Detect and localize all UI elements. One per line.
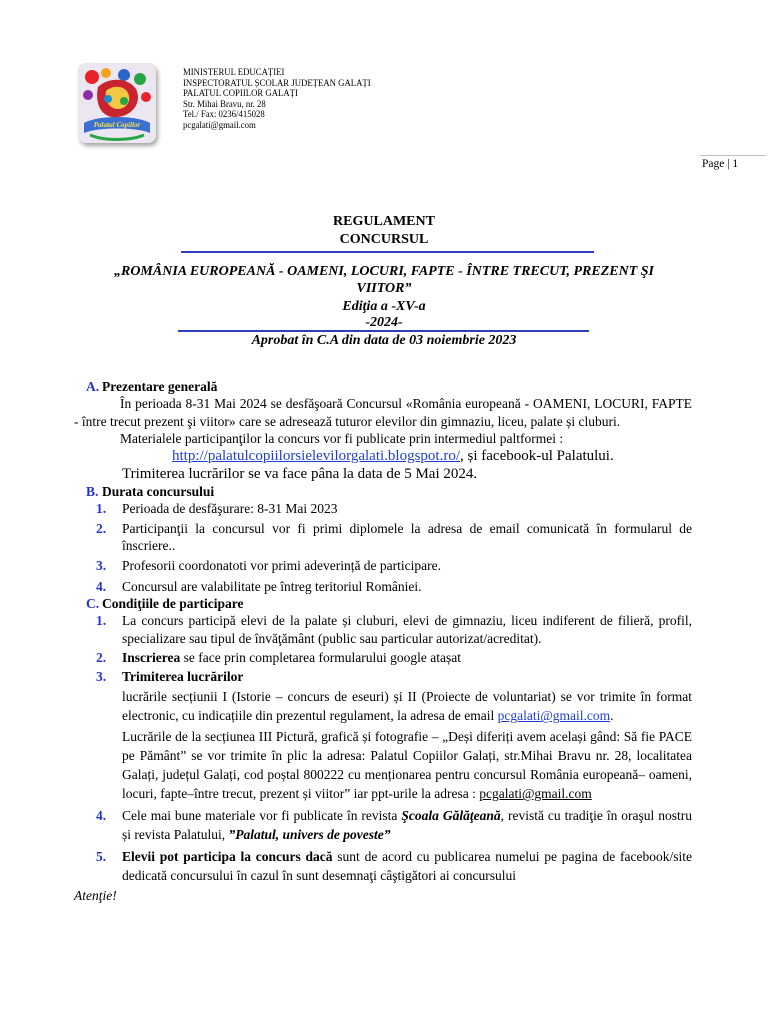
logo-graphic-icon [78, 63, 156, 143]
palatul-copiilor-logo [78, 63, 156, 143]
section-a-paragraph-2: Materialele participanţilor la concurs vor fi publicate prin intermediul paltformei : [120, 430, 564, 446]
edition: Ediţia a -XV-a [342, 299, 426, 314]
list-item [74, 578, 692, 595]
list-text: Perioada de desfăşurare: 8-31 Mai 2023 [122, 501, 338, 517]
list-item [74, 649, 692, 666]
list-item [74, 612, 692, 647]
document-body [74, 378, 692, 905]
magazine-name-2: ”Palatul, univers de poveste” [228, 827, 391, 843]
page-number: Page | 1 [702, 158, 739, 170]
list-text: Participanţii la concursul vor fi primi diplomele la adresa de email comunicată în formularul de înscriere.. [122, 520, 692, 554]
attention-note: Atenţie! [74, 888, 117, 904]
institution-header [183, 68, 371, 132]
section-a-heading [74, 378, 692, 395]
contest-name-line2: VIITOR” [356, 281, 412, 296]
contest-name-line1: „ROMÂNIA EUROPEANĂ - OAMENI, LOCURI, FAPTE - ÎNTRE TRECUT, PREZENT ŞI [113, 264, 655, 279]
section-a-title: Prezentare generală [102, 379, 218, 394]
section-b-heading [74, 483, 692, 500]
submission-postal [74, 727, 692, 803]
list-number: 3. [96, 669, 107, 685]
header-line-address: Str. Mihai Bravu, nr. 28 [183, 99, 266, 110]
list-number: 5. [96, 849, 107, 865]
header-line-email: pcgalati@gmail.com [183, 120, 256, 131]
blog-link[interactable]: http://palatulcopiilorsielevilorgalati.blogspot.ro/ [172, 448, 461, 465]
list-text: Profesorii coordonatoti vor primi adeverință de participare. [122, 558, 442, 574]
list-number: 1. [96, 613, 107, 629]
email-link[interactable]: pcgalati@gmail.com [497, 708, 611, 724]
list-number: 4. [96, 808, 107, 824]
submission-text: lucrările secțiunii I (Istorie – concurs de eseuri) și II (Proiecte de voluntariat) se vor trimite în format electronic, cu indicațiile din prezentul regulament, la adresa de email [122, 689, 692, 724]
list-number: 1. [96, 501, 107, 517]
section-b-title: Durata concursului [102, 484, 215, 500]
email-text-underlined[interactable]: pcgalati@gmail.com [479, 786, 592, 802]
section-a-paragraph-1: În perioada 8-31 Mai 2024 se desfăşoară Concursul «România europeană - OAMENI, LOCURI, FAPTE - între trecut prezent şi viitor» care se adresează tuturor elevilor din gimnaziu, liceu, palate și cluburi. [74, 396, 692, 429]
list-text: , revistă cu tradiţie în oraşul nostru și revista Palatului, [122, 808, 692, 843]
list-text: se face prin completarea formularului google atașat [180, 649, 461, 665]
section-b-list [74, 500, 692, 594]
title-underline [181, 251, 594, 253]
list-bold-text: Inscrierea [122, 649, 181, 665]
header-line-palace: PALATUL COPIILOR GALAȚI [183, 89, 298, 100]
section-c-title: Condiţiile de participare [102, 595, 244, 611]
list-item [74, 847, 692, 885]
list-item [74, 806, 692, 844]
section-a-link-line [74, 447, 692, 465]
magazine-name: Şcoala Gălăţeană [401, 808, 501, 824]
list-number: 3. [96, 558, 107, 574]
section-c-list [74, 612, 692, 885]
list-item [74, 668, 692, 685]
submission-electronic [74, 687, 692, 725]
doc-subtitle: CONCURSUL [339, 232, 429, 247]
list-number: 2. [96, 649, 107, 665]
list-bold-text: Trimiterea lucrărilor [122, 669, 244, 685]
list-text: La concurs participă elevi de la palate și cluburi, elevi de gimnaziu, liceu indiferent de filieră, profil, specializare sau tipul de învăţământ (public sau particular autorizat/acreditat). [122, 613, 692, 646]
list-text: Concursul are valabilitate pe întreg teritoriul României. [122, 578, 422, 594]
doc-title: REGULAMENT [333, 214, 435, 229]
svg-text:Palatul Copiilor: Palatul Copiilor [93, 121, 141, 129]
year-underline [178, 330, 589, 332]
list-text: Cele mai bune materiale vor fi publicate în revista [122, 808, 402, 824]
submission-text: Lucrările de la secțiunea III Pictură, grafică și fotografie – „Deși diferiți avem același gând: Să fie PACE pe Pământ” se vor trimite în plic la adresa: Palatul Copiilor Galați, str.Mihai Bravu nr. 28, localitatea Galați, județul Galați, cod poștal 800222 cu menționarea pentru concursul România europeană– oameni, locuri, fapte–între trecut, prezent și viitor” iar ppt-urile la adresa : [122, 729, 692, 802]
section-a-paragraph-3: Trimiterea lucrărilor se va face pâna la data de 5 Mai 2024. [122, 466, 478, 483]
section-c-letter: C. [86, 595, 100, 611]
section-b-letter: B. [86, 484, 99, 500]
submission-text-end: . [610, 708, 614, 724]
approval-note: Aprobat în C.A din data de 03 noiembrie 2023 [251, 333, 517, 348]
list-bold-text: Elevii pot participa la concurs dacă [122, 849, 333, 865]
section-c-heading [74, 595, 692, 612]
header-line-inspectorate: INSPECTORATUL ȘCOLAR JUDEȚEAN GALAȚI [183, 78, 371, 89]
page-number-rule [700, 155, 766, 156]
list-text: sunt de acord cu publicarea numelui pe pagina de facebook/site dedicată concursului în cazul în sunt desemnaţi câştigători ai concursului [122, 849, 692, 884]
header-line-phone: Tel./ Fax: 0236/415028 [183, 110, 265, 121]
list-item [74, 557, 692, 574]
header-line-ministry: MINISTERUL EDUCAȚIEI [183, 68, 285, 78]
list-item [74, 500, 692, 517]
year: -2024- [365, 315, 403, 330]
list-number: 2. [96, 520, 107, 536]
list-number: 4. [96, 578, 107, 594]
list-item [74, 520, 692, 555]
section-a-letter: A. [86, 379, 100, 394]
link-suffix: , și facebook-ul Palatului. [460, 448, 614, 465]
